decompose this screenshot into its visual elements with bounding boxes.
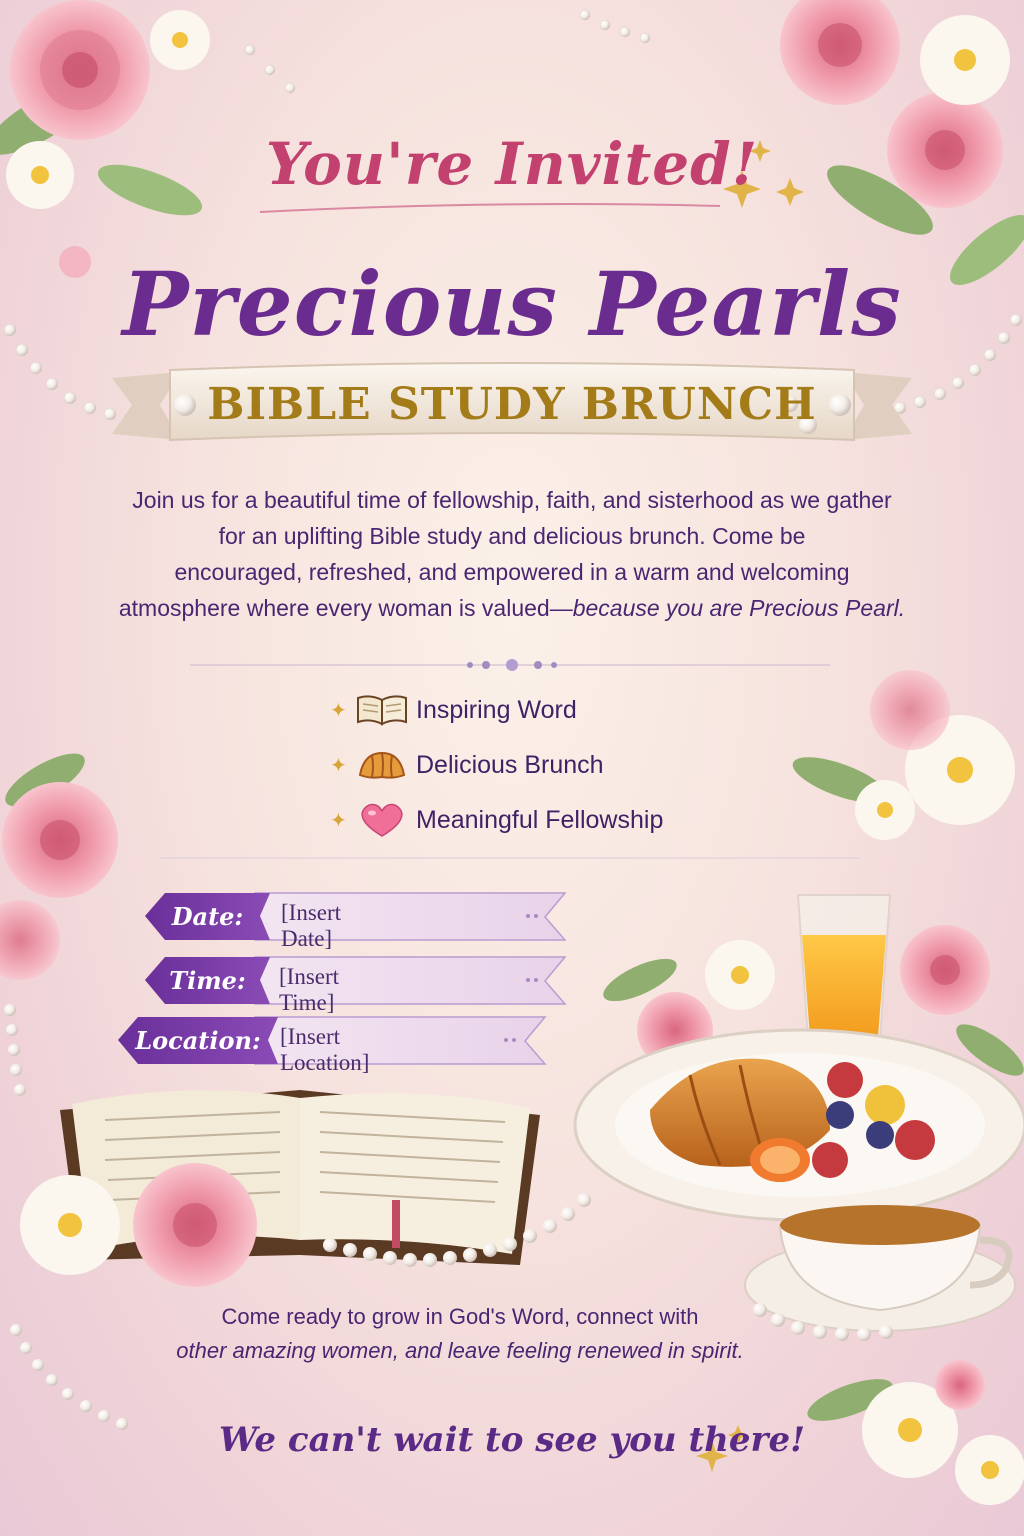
closing-paragraph: [140, 1300, 780, 1368]
invited-heading: You're Invited!: [265, 130, 759, 198]
feature-item: [330, 690, 577, 730]
intro-line: for an uplifting Bible study and delicious brunch. Come be: [218, 523, 806, 549]
intro-paragraph: [112, 482, 912, 626]
sparkle-icon: ✦: [330, 809, 347, 832]
date-label: Date:: [171, 901, 244, 931]
underline-flourish: [260, 204, 720, 212]
event-title: Precious Pearls: [122, 252, 902, 356]
feature-item: [330, 745, 604, 785]
open-bible-illustration: [20, 1090, 540, 1287]
intro-line: Join us for a beautiful time of fellowship, faith, and sisterhood as we gather: [132, 487, 892, 513]
intro-line: encouraged, refreshed, and empowered in a warm and welcoming: [174, 559, 850, 585]
sparkle-icon: ✦: [330, 754, 347, 777]
open-book-icon: [354, 690, 410, 730]
intro-line-italic: because you are Precious Pearl.: [572, 595, 906, 621]
feature-label: Inspiring Word: [416, 695, 577, 724]
location-label: Location:: [135, 1025, 261, 1055]
feature-label: Delicious Brunch: [416, 750, 604, 779]
time-label: Time:: [169, 965, 246, 995]
teacup-illustration: [745, 1205, 1015, 1331]
floral-left-mid: [0, 744, 118, 980]
closing-line: Come ready to grow in God's Word, connect with: [221, 1304, 699, 1329]
juice-glass-illustration: [798, 895, 890, 1047]
floral-right-mid: [788, 670, 1015, 840]
intro-line-start: atmosphere where every woman is valued—: [118, 595, 573, 621]
croissant-icon: [354, 745, 410, 785]
heart-icon: [354, 800, 410, 840]
sparkle-icon: ✦: [330, 699, 347, 722]
date-value: [Insert Date]: [281, 900, 342, 951]
closing-line: other amazing women, and leave feeling renewed in spirit.: [176, 1338, 744, 1363]
time-value: [Insert Time]: [279, 964, 340, 1015]
divider: [190, 659, 830, 671]
feature-label: Meaningful Fellowship: [416, 805, 664, 834]
brunch-plate-illustration: [575, 1030, 1024, 1220]
intro-line: [112, 590, 912, 626]
location-value: [Insert Location]: [280, 1024, 370, 1075]
ribbon-subtitle: BIBLE STUDY BRUNCH: [207, 379, 817, 430]
closing-tagline: We can't wait to see you there!: [218, 1420, 806, 1460]
feature-item: [330, 800, 663, 840]
